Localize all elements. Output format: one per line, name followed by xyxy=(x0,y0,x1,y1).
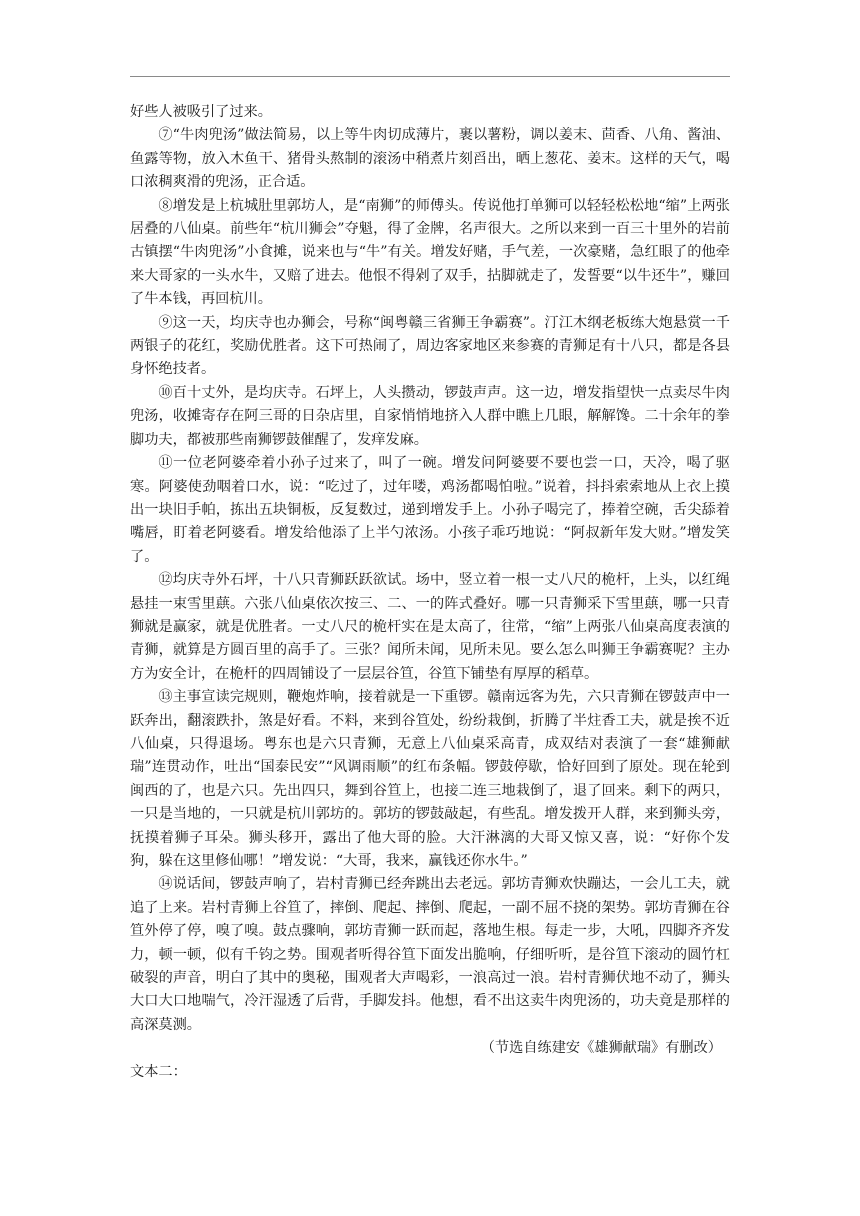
paragraph-7: ⑦“牛肉兜汤”做法简易，以上等牛肉切成薄片，裹以薯粉，调以姜末、茴香、八角、酱油、鱼露等物，放入木鱼干、猪骨头熬制的滚汤中稍煮片刻舀出，晒上葱花、姜末。这样的天气，喝口浓稠爽滑的兜汤，正合适。 xyxy=(130,127,730,191)
paragraph-8: ⑧增发是上杭城肚里郭坊人，是“南狮”的师傅头。传说他打单狮可以轻轻松松地“缩”上两张居叠的八仙桌。前些年“杭川狮会”夺魁，得了金牌，名声很大。之所以来到一百三十里外的岩前古镇摆“牛肉兜汤”小食摊，说来也与“牛”有关。增发好赌，手气差，一次豪赌，急红眼了的他牵来大哥家的一头水牛，又赔了进去。他恨不得剁了双手，拈脚就走了，发誓要“以牛还牛”，赚回了牛本钱，再回杭川。 xyxy=(130,197,730,308)
paragraph-13: ⑬主事宣读完规则，鞭炮炸响，接着就是一下重锣。赣南远客为先，六只青狮在锣鼓声中一跃奔出，翻滚跌扑，煞是好看。不料，来到谷笪处，纷纷栽倒，折腾了半炷香工夫，就是挨不近八仙桌，只得退场。粤东也是六只青狮，无意上八仙桌采高青，成双结对表演了一套“雄狮献瑞”连贯动作，吐出“国泰民安”“风调雨顺”的红布条幅。锣鼓停歇，恰好回到了原处。现在轮到闽西的了，也是六只。先出四只，舞到谷笪上，也接二连三地栽倒了，退了回来。剩下的两只，一只是当地的，一只就是杭川郭坊的。郭坊的锣鼓敲起，有些乱。增发拨开人群，来到狮头旁，抚摸着狮子耳朵。狮头移开，露出了他大哥的脸。大汗淋漓的大哥又惊又喜，说：“好你个发狗，躲在这里修仙哪！”增发说：“大哥，我来，赢钱还你水牛。” xyxy=(130,689,730,869)
header-rule xyxy=(130,76,730,77)
source-citation: （节选自练建安《雄狮献瑞》有删改） xyxy=(480,1040,722,1057)
article-body xyxy=(130,101,730,1084)
paragraph-14: ⑭说话间，锣鼓声响了，岩村青狮已经奔跳出去老远。郭坊青狮欢快蹦达，一会儿工夫，就追了上来。岩村青狮上谷笪了，摔倒、爬起、摔倒、爬起，一副不屈不挠的架势。郭坊青狮在谷笪外停了停，嗅了嗅。鼓点骤响，郭坊青狮一跃而起，落地生根。每走一步，大吼，四脚齐齐发力，顿一顿，似有千钧之势。围观者听得谷笪下面发出脆响，仔细听听，是谷笪下滚动的圆竹杠破裂的声音，明白了其中的奥秘，围观者大声喝彩，一浪高过一浪。岩村青狮伏地不动了，狮头大口大口地喘气，冷汗湿透了后背，手脚发抖。他想，看不出这卖牛肉兜汤的，功夫竟是那样的高深莫测。 xyxy=(130,876,730,1033)
paragraph-11: ⑪一位老阿婆牵着小孙子过来了，叫了一碗。增发问阿婆要不要也尝一口，天冷，喝了驱寒。阿婆使劲咽着口水，说：“吃过了，过年喽，鸡汤都喝怕啦。”说着，抖抖索索地从上衣上摸出一块旧手帕，拣出五块铜板，反复数过，递到增发手上。小孙子喝完了，捧着空碗，舌尖舔着嘴唇，盯着老阿婆看。增发给他添了上半勺浓汤。小孩子乖巧地说：“阿叔新年发大财。”增发笑了。 xyxy=(130,455,730,565)
paragraph-12: ⑫均庆寺外石坪，十八只青狮跃跃欲试。场中，竖立着一根一丈八尺的桅杆，上头，以红绳悬挂一束雪里蕻。六张八仙桌依次按三、二、一的阵式叠好。哪一只青狮采下雪里蕻，哪一只青狮就是赢家，就是优胜者。一丈八尺的桅杆实在是太高了，往常，“缩”上两张八仙桌高度表演的青狮，就算是方圆百里的高手了。三张？闻所未闻，见所未见。要么怎么叫狮王争霸赛呢？主办方为安全计，在桅杆的四周铺设了一层层谷笪，谷笪下铺垫有厚厚的稻草。 xyxy=(130,572,730,682)
paragraph-9: ⑨这一天，均庆寺也办狮会，号称“闽粤赣三省狮王争霸赛”。汀江木纲老板练大炮悬赏一千两银子的花红，奖励优胜者。这下可热闹了，周边客家地区来参赛的青狮足有十八只，都是各县身怀绝技者。 xyxy=(130,314,730,378)
paragraph-continuation: 好些人被吸引了过来。 xyxy=(130,104,272,120)
paragraph-10: ⑩百十丈外，是均庆寺。石坪上，人头攒动，锣鼓声声。这一边，增发指望快一点卖尽牛肉兜汤，收摊寄存在阿三哥的日杂店里，自家悄悄地挤入人群中瞧上几眼，解解馋。二十余年的拳脚功夫，都被那些南狮锣鼓催醒了，发痒发麻。 xyxy=(130,384,730,448)
text-two-label: 文本二： xyxy=(130,1063,187,1080)
